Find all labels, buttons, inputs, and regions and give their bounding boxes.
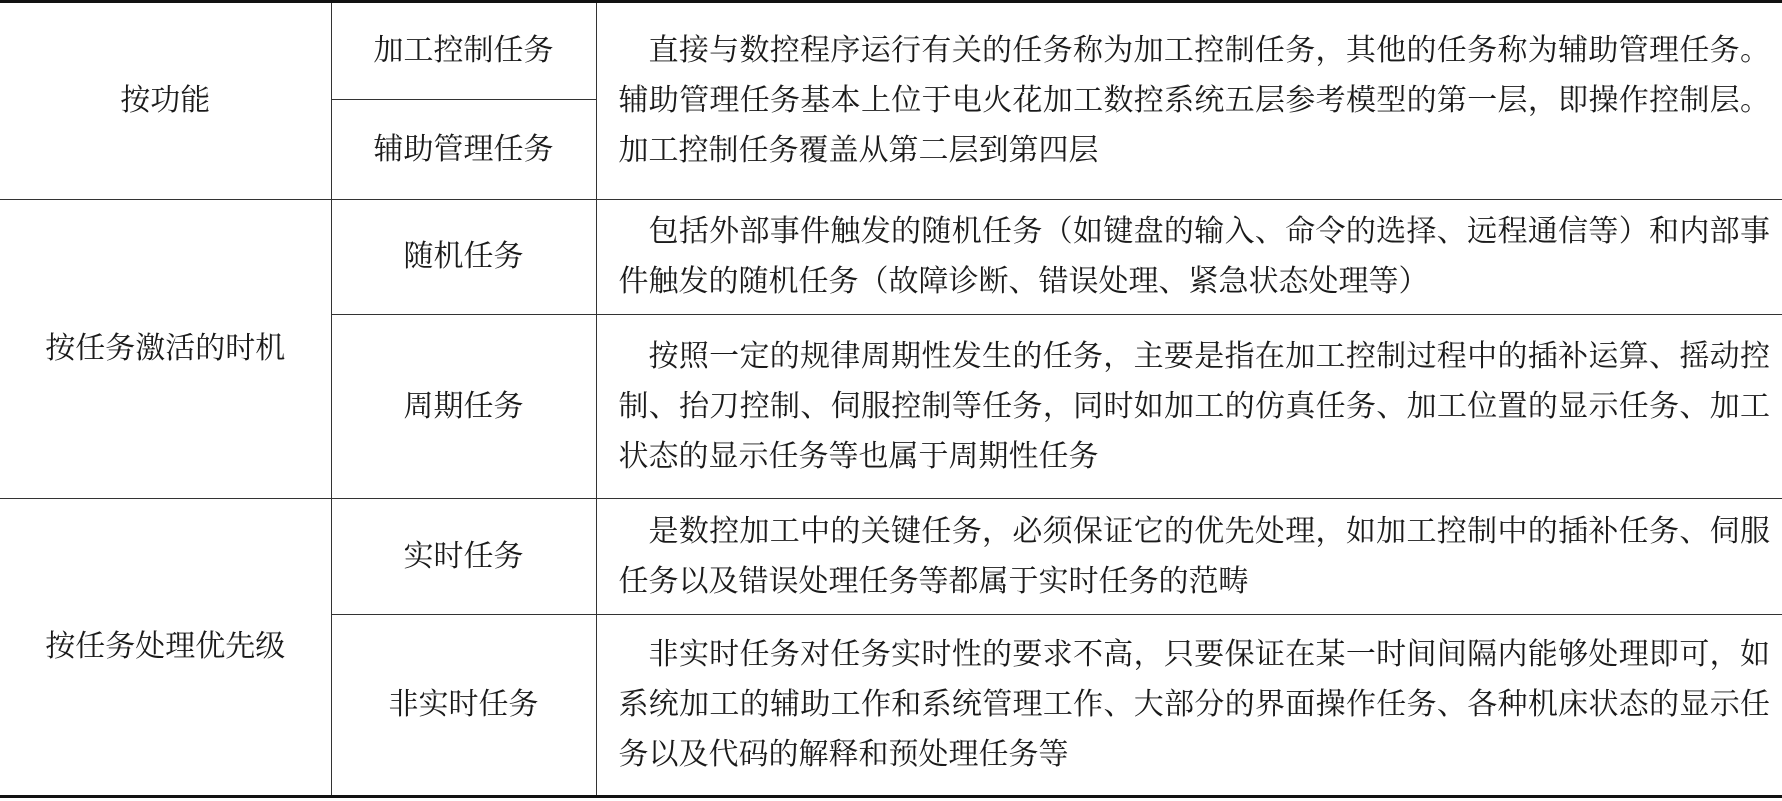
description-text: 直接与数控程序运行有关的任务称为加工控制任务，其他的任务称为辅助管理任务。辅助管理任务基本上位于电火花加工数控系统五层参考模型的第一层，即操作控制层。加工控制任务覆盖从第二层到第四层 xyxy=(618,32,1770,168)
description-text: 按照一定的规律周期性发生的任务，主要是指在加工控制过程中的插补运算、摇动控制、抬刀控制、伺服控制等任务，同时如加工的仿真任务、加工位置的显示任务、加工状态的显示任务等也属于周期性任务 xyxy=(618,338,1770,474)
description-text: 非实时任务对任务实时性的要求不高，只要保证在某一时间间隔内能够处理即可，如系统加工的辅助工作和系统管理工作、大部分的界面操作任务、各种机床状态的显示任务以及代码的解释和预处理任务等 xyxy=(618,637,1770,773)
description-cell-periodic-task xyxy=(596,315,1782,499)
description-cell-random-task xyxy=(596,199,1782,314)
type-cell-periodic-task: 周期任务 xyxy=(331,315,596,499)
description-text: 是数控加工中的关键任务，必须保证它的优先处理，如加工控制中的插补任务、伺服任务以及错误处理任务等都属于实时任务的范畴 xyxy=(618,513,1770,599)
category-cell-priority: 按任务处理优先级 xyxy=(0,498,331,796)
type-cell-machining-control: 加工控制任务 xyxy=(331,2,596,100)
type-cell-realtime-task: 实时任务 xyxy=(331,498,596,614)
description-cell-function xyxy=(596,2,1782,200)
category-cell-activation-timing: 按任务激活的时机 xyxy=(0,199,331,498)
description-cell-realtime-task xyxy=(596,498,1782,614)
table-row xyxy=(0,199,1782,314)
type-cell-auxiliary-management: 辅助管理任务 xyxy=(331,100,596,199)
type-cell-random-task: 随机任务 xyxy=(331,199,596,314)
type-cell-non-realtime-task: 非实时任务 xyxy=(331,615,596,797)
description-text: 包括外部事件触发的随机任务（如键盘的输入、命令的选择、远程通信等）和内部事件触发的随机任务（故障诊断、错误处理、紧急状态处理等） xyxy=(618,213,1770,299)
table-row xyxy=(0,2,1782,100)
description-cell-non-realtime-task xyxy=(596,615,1782,797)
category-cell-function: 按功能 xyxy=(0,2,331,200)
table-row xyxy=(0,498,1782,614)
